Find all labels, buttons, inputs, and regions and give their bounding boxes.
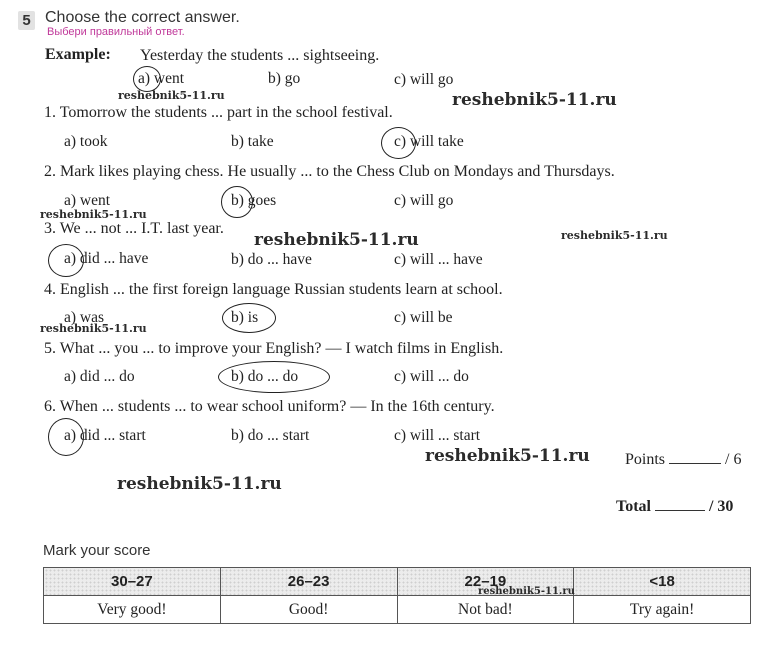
example-label: Example:: [45, 46, 111, 63]
watermark: reshebnik5-11.ru: [425, 446, 590, 466]
score-grade: Not bad!: [397, 596, 574, 624]
question-5-option-a: a) did ... do: [64, 368, 135, 385]
total-blank: [655, 510, 705, 511]
question-2-text: 2. Mark likes playing chess. He usually ... to the Chess Club on Mondays and Thursdays.: [44, 163, 615, 180]
points-line: [625, 451, 741, 469]
question-4-option-b: b) is: [231, 309, 259, 326]
question-5-option-c: c) will ... do: [394, 368, 469, 385]
watermark: reshebnik5-11.ru: [478, 586, 575, 597]
question-1-option-c: c) will take: [394, 133, 464, 150]
question-1-option-a: a) took: [64, 133, 108, 150]
points-label: Points: [625, 451, 666, 468]
exercise-number: 5: [18, 11, 35, 30]
points-blank: [669, 463, 721, 464]
exercise-title: Choose the correct answer.: [45, 9, 240, 26]
mark-your-score-title: Mark your score: [43, 542, 151, 559]
score-range: <18: [574, 568, 751, 596]
question-5-option-b: b) do ... do: [231, 368, 299, 385]
watermark: reshebnik5-11.ru: [254, 230, 419, 250]
question-1-text: 1. Tomorrow the students ... part in the school festival.: [44, 104, 393, 121]
question-6-option-b: b) do ... start: [231, 427, 310, 444]
score-range: 22–19: [397, 568, 574, 596]
watermark: reshebnik5-11.ru: [561, 229, 668, 242]
score-grade-row: [44, 596, 751, 624]
watermark: reshebnik5-11.ru: [117, 474, 282, 494]
question-1-option-b: b) take: [231, 133, 274, 150]
question-4-option-a: a) was: [64, 309, 105, 326]
question-3-text: 3. We ... not ... I.T. last year.: [44, 220, 224, 237]
question-6-text: 6. When ... students ... to wear school uniform? — In the 16th century.: [44, 398, 495, 415]
example-sentence: Yesterday the students ... sightseeing.: [140, 47, 380, 64]
question-3-option-a: a) did ... have: [64, 250, 149, 267]
total-line: [616, 498, 733, 516]
points-max: / 6: [725, 451, 742, 468]
watermark: reshebnik5-11.ru: [40, 322, 147, 335]
question-2-option-b: b) goes: [231, 192, 277, 209]
example-option-a: a) went: [138, 70, 185, 87]
question-4-option-c: c) will be: [394, 309, 453, 326]
question-6-option-c: c) will ... start: [394, 427, 481, 444]
watermark: reshebnik5-11.ru: [40, 208, 147, 221]
example-option-c: c) will go: [394, 71, 454, 88]
score-grade: Very good!: [44, 596, 221, 624]
score-range: 26–23: [220, 568, 397, 596]
total-max: / 30: [708, 498, 734, 515]
question-5-text: 5. What ... you ... to improve your English? — I watch films in English.: [44, 340, 504, 357]
score-range: 30–27: [44, 568, 221, 596]
watermark: reshebnik5-11.ru: [452, 90, 617, 110]
question-3-option-c: c) will ... have: [394, 251, 483, 268]
score-grade: Good!: [220, 596, 397, 624]
question-2-option-a: a) went: [64, 192, 111, 209]
watermark: reshebnik5-11.ru: [118, 89, 225, 102]
question-3-option-b: b) do ... have: [231, 251, 312, 268]
total-label: Total: [616, 498, 651, 515]
exercise-subtitle: Выбери правильный ответ.: [47, 26, 185, 38]
score-range-row: [44, 568, 751, 596]
score-table: [43, 567, 751, 624]
question-4-text: 4. English ... the first foreign language Russian students learn at school.: [44, 281, 503, 298]
example-option-b: b) go: [268, 70, 301, 87]
score-grade: Try again!: [574, 596, 751, 624]
question-2-option-c: c) will go: [394, 192, 454, 209]
question-6-option-a: a) did ... start: [64, 427, 146, 444]
